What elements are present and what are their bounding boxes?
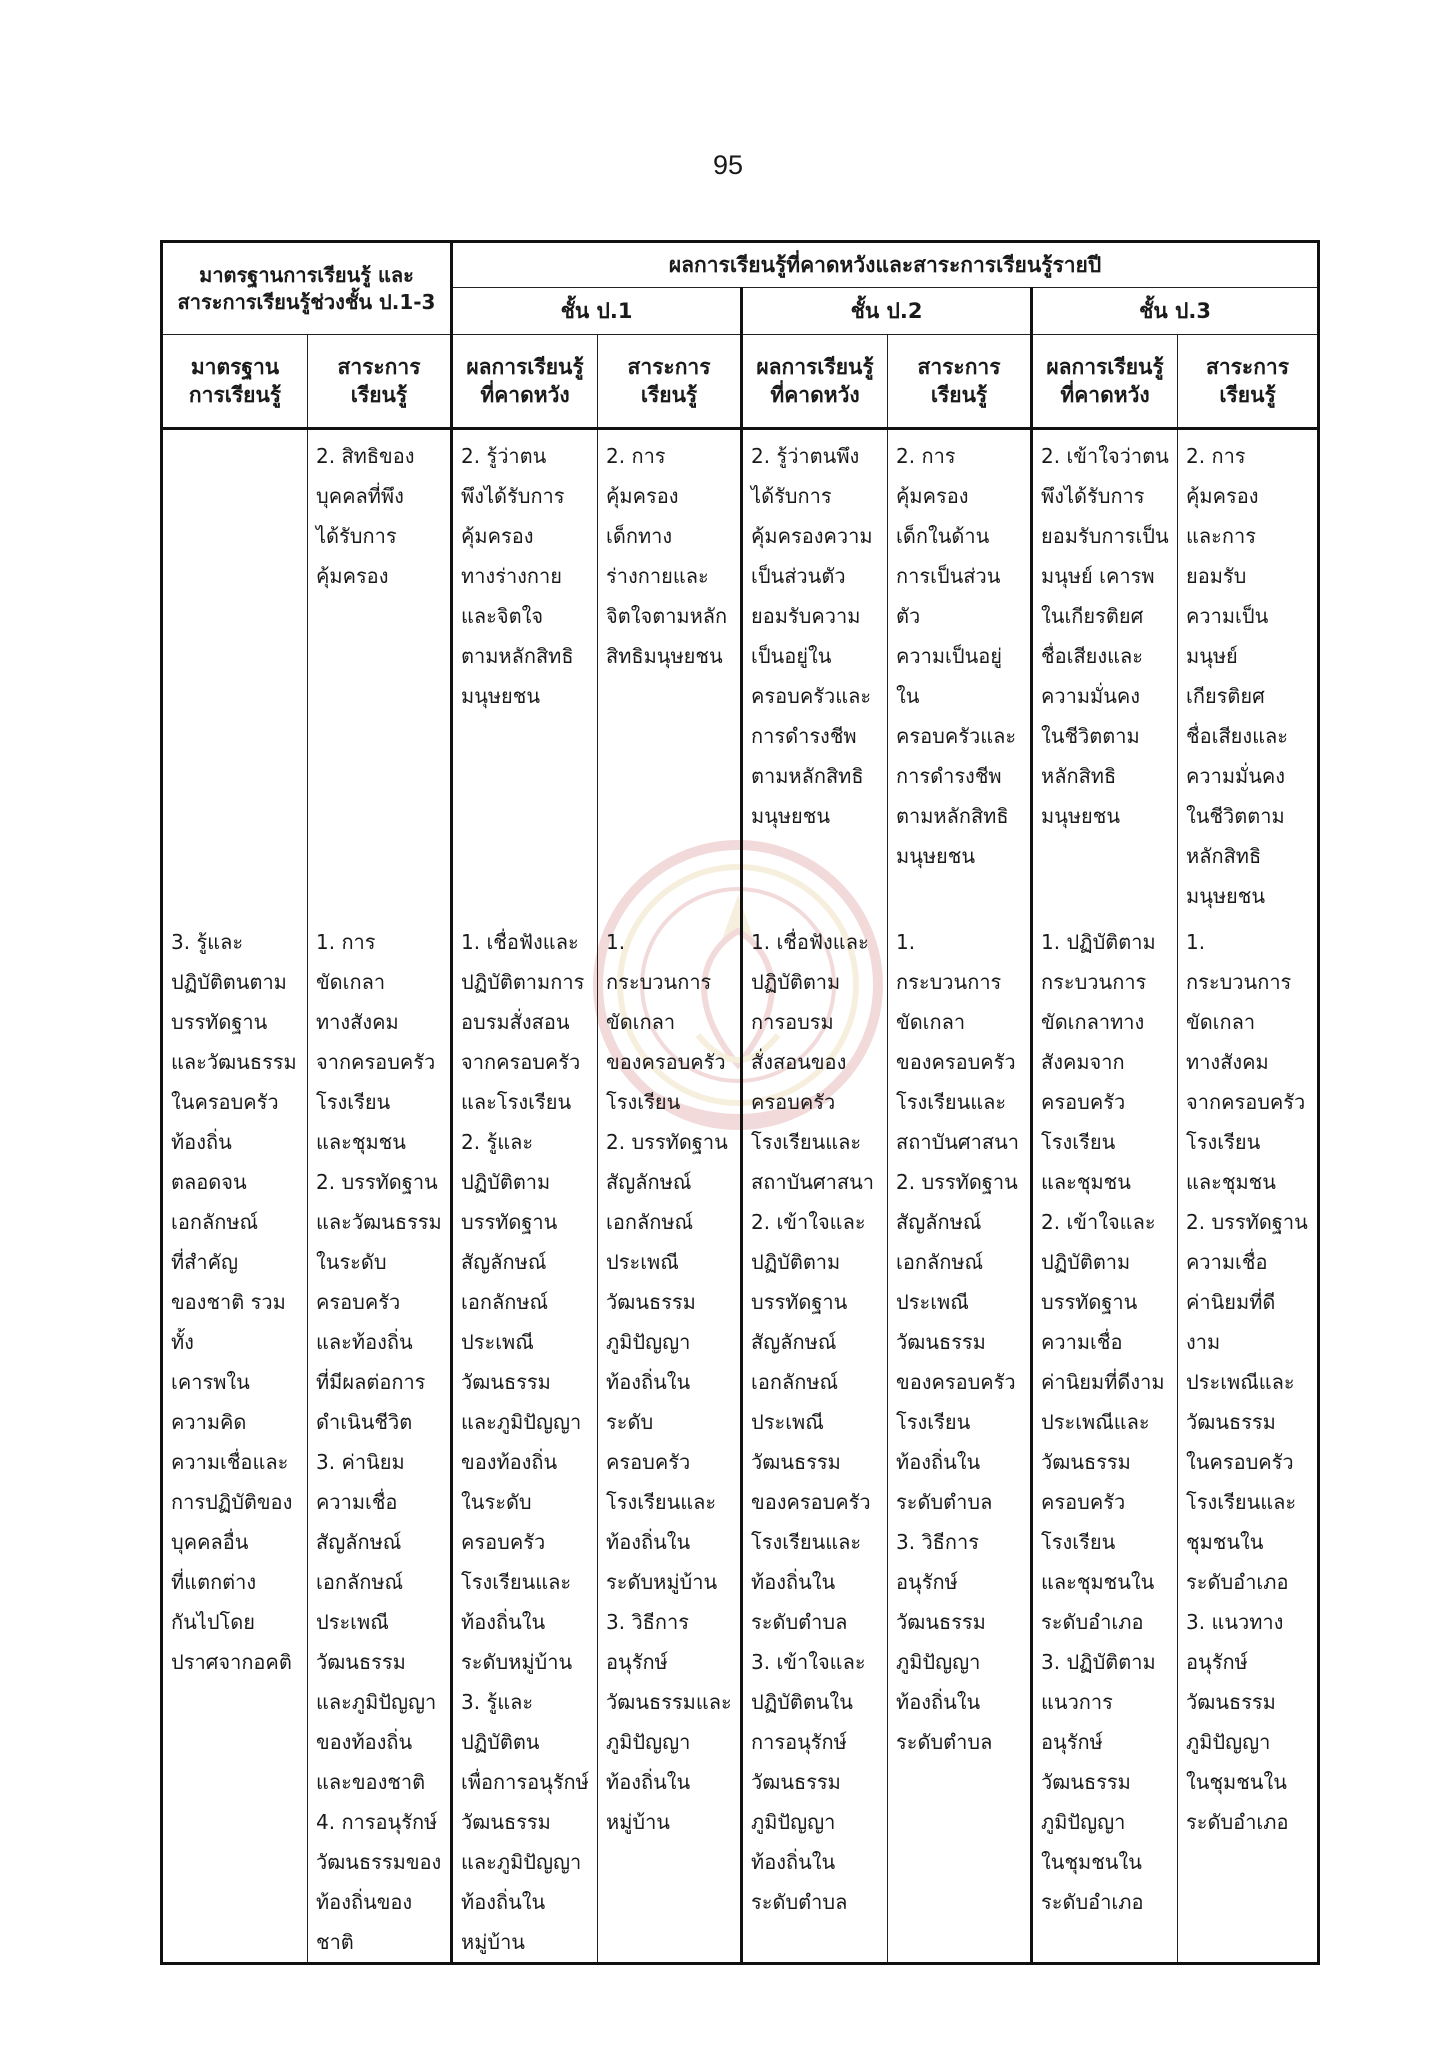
header-grade-p3: ชั้น ป.3 <box>1032 288 1319 335</box>
col-header-p2-content: สาระการ เรียนรู้ <box>888 335 1032 429</box>
table-cell <box>162 429 308 917</box>
table-row <box>162 429 1319 917</box>
col-header-p1-outcome: ผลการเรียนรู้ ที่คาดหวัง <box>452 335 598 429</box>
header-standards-group: มาตรฐานการเรียนรู้ และ สาระการเรียนรู้ช่วงชั้น ป.1-3 <box>162 242 452 335</box>
curriculum-table <box>160 240 1320 1965</box>
table-cell: 2. การคุ้มครอง เด็กทาง ร่างกายและ จิตใจตามหลัก สิทธิมนุษยชน <box>598 429 742 917</box>
header-row-columns <box>162 335 1319 429</box>
table-cell: 3. รู้และ ปฏิบัติตนตาม บรรทัดฐาน และวัฒนธรรม ในครอบครัว ท้องถิ่น ตลอดจน เอกลักษณ์ ที่สำคัญ ของชาติ รวมทั้ง เคารพใน ความคิด ความเชื่อและ การปฏิบัติของ บุคคลอื่น ที่แตกต่าง กันไปโดย ปราศจากอคติ <box>162 916 308 1964</box>
header-row-groups <box>162 242 1319 288</box>
col-header-standard: มาตรฐาน การเรียนรู้ <box>162 335 308 429</box>
table-cell: 2. สิทธิของ บุคคลที่พึง ได้รับการ คุ้มครอง <box>308 429 452 917</box>
table-cell: 1. เชื่อฟังและ ปฏิบัติตามการ อบรมสั่งสอน จากครอบครัว และโรงเรียน 2. รู้และ ปฏิบัติตาม บรรทัดฐาน สัญลักษณ์ เอกลักษณ์ ประเพณี วัฒนธรรม และภูมิปัญญา ของท้องถิ่น ในระดับ ครอบครัว โรงเรียนและ ท้องถิ่นใน ระดับหมู่บ้าน 3. รู้และ ปฏิบัติตน เพื่อการอนุรักษ์ วัฒนธรรม และภูมิปัญญา ท้องถิ่นใน หมู่บ้าน <box>452 916 598 1964</box>
header-yearly-outcomes-group: ผลการเรียนรู้ที่คาดหวังและสาระการเรียนรู้รายปี <box>452 242 1319 288</box>
table-cell: 2. รู้ว่าตนพึง ได้รับการ คุ้มครองความ เป็นส่วนตัว ยอมรับความ เป็นอยู่ใน ครอบครัวและ การดำรงชีพ ตามหลักสิทธิ มนุษยชน <box>742 429 888 917</box>
col-header-content: สาระการ เรียนรู้ <box>308 335 452 429</box>
col-header-p3-outcome: ผลการเรียนรู้ ที่คาดหวัง <box>1032 335 1178 429</box>
table-cell: 1. กระบวนการ ขัดเกลา ของครอบครัว โรงเรียน 2. บรรทัดฐาน สัญลักษณ์ เอกลักษณ์ ประเพณี วัฒนธรรม ภูมิปัญญา ท้องถิ่นใน ระดับครอบครัว โรงเรียนและ ท้องถิ่นใน ระดับหมู่บ้าน 3. วิธีการ อนุรักษ์ วัฒนธรรมและ ภูมิปัญญา ท้องถิ่นใน หมู่บ้าน <box>598 916 742 1964</box>
table-cell: 2. การคุ้มครอง เด็กในด้าน การเป็นส่วนตัว ความเป็นอยู่ใน ครอบครัวและ การดำรงชีพ ตามหลักสิทธิ มนุษยชน <box>888 429 1032 917</box>
col-header-p3-content: สาระการ เรียนรู้ <box>1178 335 1319 429</box>
table-cell: 1. เชื่อฟังและ ปฏิบัติตาม การอบรม สั่งสอนของ ครอบครัว โรงเรียนและ สถาบันศาสนา 2. เข้าใจและ ปฏิบัติตาม บรรทัดฐาน สัญลักษณ์ เอกลักษณ์ ประเพณี วัฒนธรรม ของครอบครัว โรงเรียนและ ท้องถิ่นใน ระดับตำบล 3. เข้าใจและ ปฏิบัติตนใน การอนุรักษ์ วัฒนธรรม ภูมิปัญญา ท้องถิ่นใน ระดับตำบล <box>742 916 888 1964</box>
table-cell: 1. การขัดเกลา ทางสังคม จากครอบครัว โรงเรียน และชุมชน 2. บรรทัดฐาน และวัฒนธรรม ในระดับ ครอบครัว และท้องถิ่น ที่มีผลต่อการ ดำเนินชีวิต 3. ค่านิยม ความเชื่อ สัญลักษณ์ เอกลักษณ์ ประเพณี วัฒนธรรม และภูมิปัญญา ของท้องถิ่น และของชาติ 4. การอนุรักษ์ วัฒนธรรมของ ท้องถิ่นของชาติ <box>308 916 452 1964</box>
table-cell: 2. เข้าใจว่าตน พึงได้รับการ ยอมรับการเป็น มนุษย์ เคารพ ในเกียรติยศ ชื่อเสียงและ ความมั่นคง ในชีวิตตาม หลักสิทธิ มนุษยชน <box>1032 429 1178 917</box>
table-cell: 1. ปฏิบัติตาม กระบวนการ ขัดเกลาทาง สังคมจาก ครอบครัว โรงเรียน และชุมชน 2. เข้าใจและ ปฏิบัติตาม บรรทัดฐาน ความเชื่อ ค่านิยมที่ดีงาม ประเพณีและ วัฒนธรรม ครอบครัว โรงเรียน และชุมชนใน ระดับอำเภอ 3. ปฏิบัติตาม แนวการ อนุรักษ์ วัฒนธรรม ภูมิปัญญา ในชุมชนใน ระดับอำเภอ <box>1032 916 1178 1964</box>
page-number: 95 <box>712 150 744 180</box>
col-header-p2-outcome: ผลการเรียนรู้ ที่คาดหวัง <box>742 335 888 429</box>
header-grade-p2: ชั้น ป.2 <box>742 288 1032 335</box>
table-cell: 2. การคุ้มครอง และการยอมรับ ความเป็น มนุษย์ เกียรติยศ ชื่อเสียงและ ความมั่นคง ในชีวิตตาม หลักสิทธิ มนุษยชน <box>1178 429 1319 917</box>
header-grade-p1: ชั้น ป.1 <box>452 288 742 335</box>
table-row <box>162 916 1319 1964</box>
table-cell: 1. กระบวนการ ขัดเกลา ทางสังคม จากครอบครัว โรงเรียน และชุมชน 2. บรรทัดฐาน ความเชื่อ ค่านิยมที่ดีงาม ประเพณีและ วัฒนธรรม ในครอบครัว โรงเรียนและ ชุมชนใน ระดับอำเภอ 3. แนวทาง อนุรักษ์ วัฒนธรรม ภูมิปัญญา ในชุมชนใน ระดับอำเภอ <box>1178 916 1319 1964</box>
col-header-p1-content: สาระการ เรียนรู้ <box>598 335 742 429</box>
table-cell: 2. รู้ว่าตน พึงได้รับการ คุ้มครอง ทางร่างกาย และจิตใจ ตามหลักสิทธิ มนุษยชน <box>452 429 598 917</box>
table-cell: 1. กระบวนการ ขัดเกลา ของครอบครัว โรงเรียนและ สถาบันศาสนา 2. บรรทัดฐาน สัญลักษณ์ เอกลักษณ์ ประเพณี วัฒนธรรม ของครอบครัว โรงเรียน ท้องถิ่นใน ระดับตำบล 3. วิธีการ อนุรักษ์ วัฒนธรรม ภูมิปัญญา ท้องถิ่นใน ระดับตำบล <box>888 916 1032 1964</box>
